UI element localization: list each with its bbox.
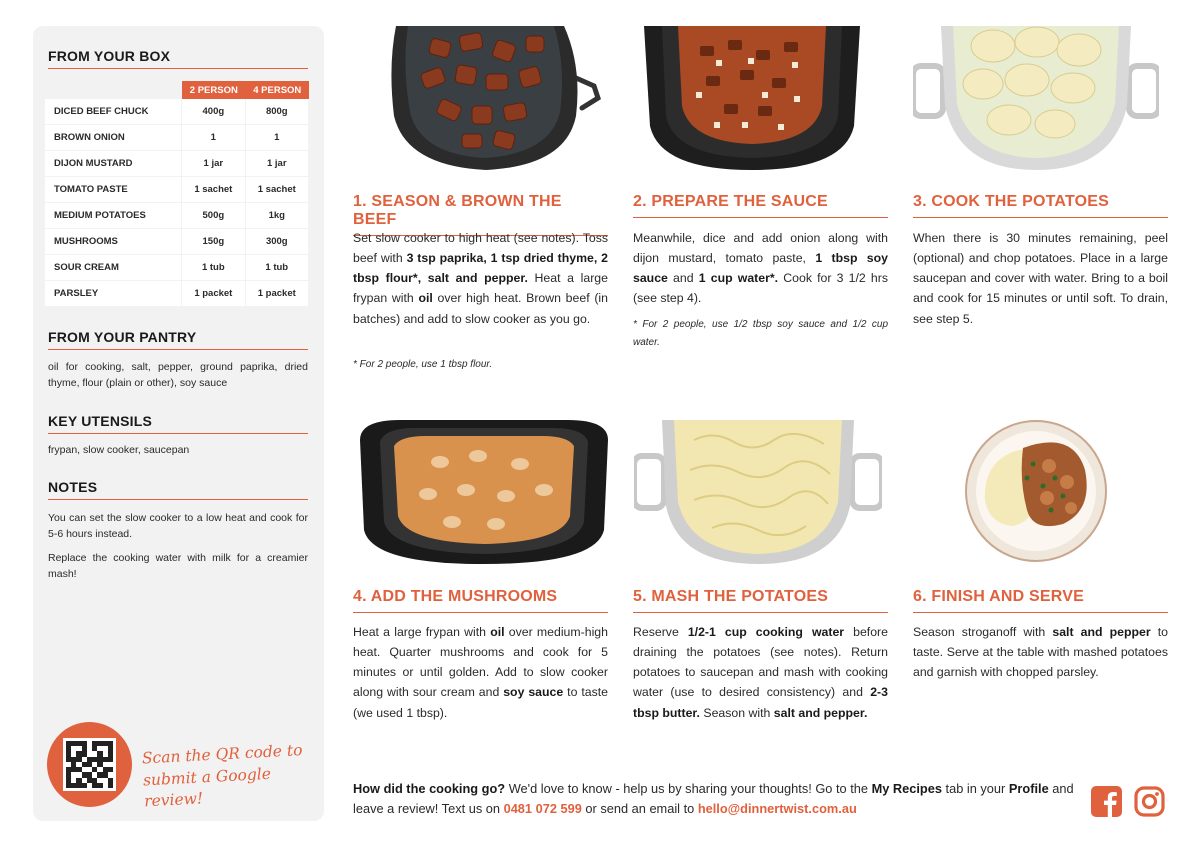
step-1-title: 1. SEASON & BROWN THE BEEF: [353, 193, 608, 236]
qty-2-person: 1 tub: [182, 255, 245, 281]
facebook-icon[interactable]: [1091, 786, 1122, 817]
ingredient-row: [45, 229, 309, 255]
qty-4-person: 1 sachet: [246, 177, 309, 203]
step-6-title: 6. FINISH AND SERVE: [913, 588, 1168, 613]
step-2-title: 2. PREPARE THE SAUCE: [633, 193, 888, 218]
step-3-title: 3. COOK THE POTATOES: [913, 193, 1168, 218]
ingredient-name: DIJON MUSTARD: [45, 151, 182, 177]
ingredient-row: [45, 281, 309, 307]
ingredient-name: MUSHROOMS: [45, 229, 182, 255]
qty-2-person: 1 jar: [182, 151, 245, 177]
qr-code[interactable]: [63, 738, 116, 791]
qty-4-person: 1: [246, 125, 309, 151]
ingredient-row: [45, 203, 309, 229]
qty-4-person: 800g: [246, 99, 309, 125]
step-1-body: Set slow cooker to high heat (see notes). Toss beef with 3 tsp paprika, 1 tsp dried thyme, 2 tbsp flour*, salt and pepper. Heat a large frypan with oil over high heat. Brown beef (in batches) and add to slow cooker as you go.: [353, 231, 608, 326]
qty-2-person: 1 packet: [182, 281, 245, 307]
ingredient-row: [45, 151, 309, 177]
qty-4-person: 1 jar: [246, 151, 309, 177]
step-3-photo: [913, 26, 1159, 170]
ingredients-panel: [33, 26, 324, 821]
step-4-photo: [360, 420, 608, 564]
qr-code-pattern: [66, 741, 113, 788]
step-1-note: * For 2 people, use 1 tbsp flour.: [353, 359, 493, 370]
ingredient-row: [45, 255, 309, 281]
qty-4-person: 1 tub: [246, 255, 309, 281]
ingredient-name: DICED BEEF CHUCK: [45, 99, 182, 125]
ingredient-row: [45, 99, 309, 125]
step-4-title: 4. ADD THE MUSHROOMS: [353, 588, 608, 613]
step-5-photo: [634, 420, 882, 564]
instagram-icon[interactable]: [1134, 786, 1165, 817]
qty-2-person: 1: [182, 125, 245, 151]
step-4-body: Heat a large frypan with oil over medium-high heat. Quarter mushrooms and cook for 5 minutes or until golden. Add to slow cooker along with sour cream and soy sauce to taste (we used 1 tbsp).: [353, 625, 608, 720]
ingredient-name: MEDIUM POTATOES: [45, 203, 182, 229]
step-1-photo: [386, 26, 602, 170]
box-heading: FROM YOUR BOX: [48, 48, 308, 69]
review-footer: How did the cooking go? We'd love to know - help us by sharing your thoughts! Go to the My Recipes tab in your Profile and leave a review! Text us on 0481 072 599 or send an email to hello@dinnertwist.com.au: [353, 781, 1074, 817]
ingredient-name: BROWN ONION: [45, 125, 182, 151]
step-5-body: Reserve 1/2-1 cup cooking water before draining the potatoes (see notes). Return potatoes to saucepan and mash with cooking water (use to desired consistency) and 2-3 tbsp butter. Season with salt and pepper.: [633, 625, 888, 720]
ingredient-row: [45, 125, 309, 151]
qr-badge: [47, 722, 132, 807]
utensils-text: frypan, slow cooker, saucepan: [48, 444, 190, 456]
column-4-person: 4 PERSON: [246, 81, 309, 99]
utensils-heading: KEY UTENSILS: [48, 413, 308, 434]
ingredient-row: [45, 177, 309, 203]
qty-2-person: 1 sachet: [182, 177, 245, 203]
step-3-body: When there is 30 minutes remaining, peel (optional) and chop potatoes. Place in a large saucepan and cover with water. Bring to a boil and cook for 15 minutes or until soft. To drain, see step 5.: [913, 231, 1168, 326]
note-1: You can set the slow cooker to a low heat and cook for 5-6 hours instead.: [48, 512, 308, 541]
qty-4-person: 1 packet: [246, 281, 309, 307]
step-2-photo: [644, 26, 860, 170]
note-2: Replace the cooking water with milk for a creamier mash!: [48, 552, 308, 581]
step-6-body: Season stroganoff with salt and pepper to taste. Serve at the table with mashed potatoes and garnish with chopped parsley.: [913, 625, 1168, 680]
pantry-heading: FROM YOUR PANTRY: [48, 329, 308, 350]
step-2-note: * For 2 people, use 1/2 tbsp soy sauce and 1/2 cup water.: [633, 319, 888, 348]
ingredient-name: SOUR CREAM: [45, 255, 182, 281]
step-5-title: 5. MASH THE POTATOES: [633, 588, 888, 613]
notes-heading: NOTES: [48, 479, 308, 500]
qty-2-person: 500g: [182, 203, 245, 229]
ingredient-name: TOMATO PASTE: [45, 177, 182, 203]
qty-2-person: 400g: [182, 99, 245, 125]
qty-4-person: 300g: [246, 229, 309, 255]
qty-4-person: 1kg: [246, 203, 309, 229]
ingredients-table: [45, 81, 309, 307]
step-6-photo: [963, 420, 1109, 562]
qr-review-text: Scan the QR code to submit a Google review!: [141, 741, 303, 811]
qty-2-person: 150g: [182, 229, 245, 255]
step-2-body: Meanwhile, dice and add onion along with dijon mustard, tomato paste, 1 tbsp soy sauce and 1 cup water*. Cook for 3 1/2 hrs (see step 4).: [633, 231, 888, 306]
pantry-text: oil for cooking, salt, pepper, ground paprika, dried thyme, flour (plain or other), soy sauce: [48, 361, 308, 390]
column-2-person: 2 PERSON: [182, 81, 245, 99]
ingredient-name: PARSLEY: [45, 281, 182, 307]
ingredients-body: [45, 99, 309, 307]
